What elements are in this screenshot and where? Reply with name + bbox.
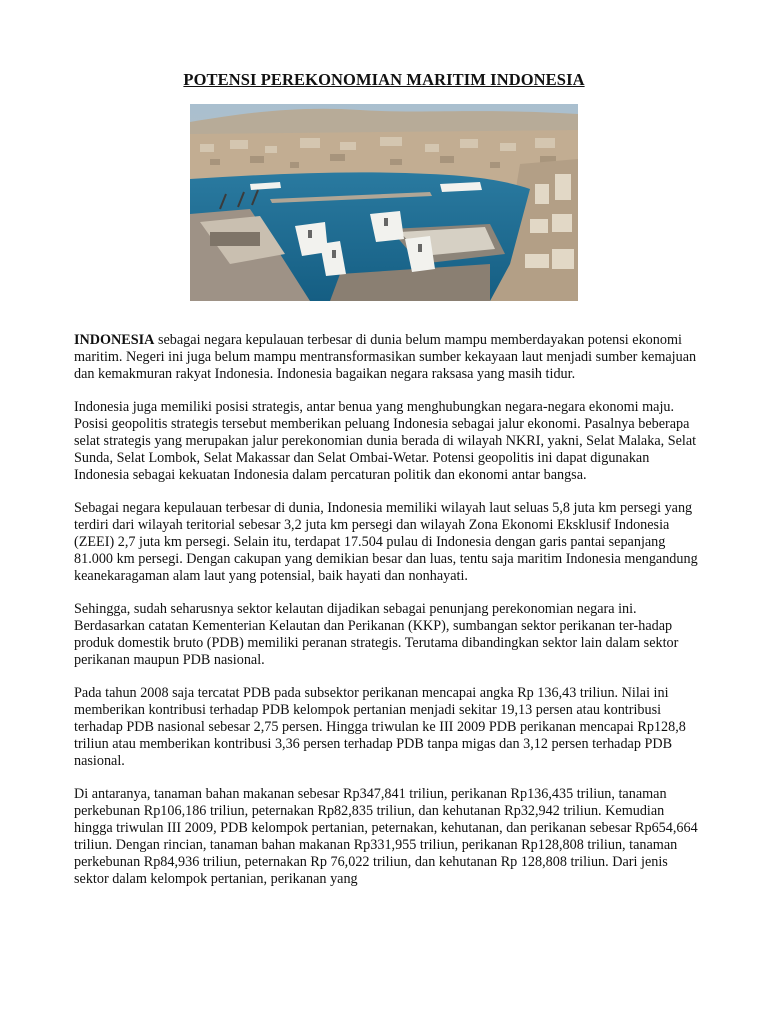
- paragraph-text: Sehingga, sudah seharusnya sektor kelautan dijadikan sebagai penunjang perekonomian negara ini. Berdasarkan catatan Kementerian Kelautan dan Perikanan (KKP), sumbangan sektor perikanan ter-hadap produk domestik bruto (PDB) memiliki peranan strategis. Terutama dibandingkan sektor lain dalam sektor perikanan maupun PDB nasional.: [74, 601, 679, 668]
- paragraph-text: Sebagai negara kepulauan terbesar di dunia, Indonesia memiliki wilayah laut seluas 5,8 juta km persegi yang terdiri dari wilayah teritorial sebesar 3,2 juta km persegi dan wilayah Zona Ekonomi Eksklusif Indonesia (ZEEI) 2,7 juta km persegi. Selain itu, terdapat 17.504 pulau di Indonesia dengan garis pantai sepanjang 81.000 km persegi. Dengan cakupan yang demikian besar dan luas, tentu saja maritim Indonesia mengandung keanekaragaman alam laut yang potensial, baik hayati dan nonhayati.: [74, 500, 698, 584]
- paragraph-text: sebagai negara kepulauan terbesar di dunia belum mampu memberdayakan potensi ekonomi maritim. Negeri ini juga belum mampu mentransformasikan sumber kekayaan laut menjadi sumber kemajuan dan kemakmuran rakyat Indonesia. Indonesia bagaikan negara raksasa yang masih tidur.: [74, 332, 697, 382]
- article-body: [74, 332, 698, 904]
- paragraph-text: Indonesia juga memiliki posisi strategis, antar benua yang menghubungkan negara-negara ekonomi maju. Posisi geopolitis strategis tersebut memberikan peluang Indonesia sebagai jalur ekonomi. Pasalnya beberapa selat strategis yang merupakan jalur perekonomian dunia berada di wilayah NKRI, yakni, Selat Malaka, Selat Sunda, Selat Lombok, Selat Makassar dan Selat Ombai-Wetar. Potensi geopolitis ini dapat digunakan Indonesia sebagai kekuatan Indonesia dalam percaturan politik dan ekonomi antar bangsa.: [74, 399, 697, 483]
- paragraph-1: [74, 332, 698, 383]
- paragraph-6: [74, 786, 698, 888]
- document-title: POTENSI PEREKONOMIAN MARITIM INDONESIA: [183, 70, 585, 89]
- paragraph-5: [74, 685, 698, 770]
- harbor-photo: [190, 104, 578, 301]
- paragraph-text: Di antaranya, tanaman bahan makanan sebesar Rp347,841 triliun, perikanan Rp136,435 triliun, tanaman perkebunan Rp106,186 triliun, peternakan Rp82,835 triliun, dan kehutanan Rp32,942 triliun. Kemudian hingga triwulan III 2009, PDB kelompok pertanian, peternakan, kehutanan, dan perikanan sebesar Rp654,664 triliun. Dengan rincian, tanaman bahan makanan Rp331,955 triliun, perikanan Rp128,808 triliun, tanaman perkebunan Rp84,936 triliun, peternakan Rp 76,022 triliun, dan kehutanan Rp 128,808 triliun. Dari jenis sektor dalam kelompok pertanian, perikanan yang: [74, 786, 698, 887]
- paragraph-2: [74, 399, 698, 484]
- paragraph-3: [74, 500, 698, 585]
- paragraph-lead: INDONESIA: [74, 332, 155, 348]
- paragraph-4: [74, 601, 698, 669]
- paragraph-text: Pada tahun 2008 saja tercatat PDB pada subsektor perikanan mencapai angka Rp 136,43 triliun. Nilai ini memberikan kontribusi terhadap PDB kelompok pertanian menjadi sekitar 19,13 persen atau kontribusi terhadap PDB nasional sebesar 2,75 persen. Hingga triwulan ke III 2009 PDB perikanan mencapai Rp128,8 triliun atau memberikan kontribusi 3,36 persen terhadap PDB tanpa migas dan 3,12 persen terhadap PDB nasional.: [74, 685, 686, 769]
